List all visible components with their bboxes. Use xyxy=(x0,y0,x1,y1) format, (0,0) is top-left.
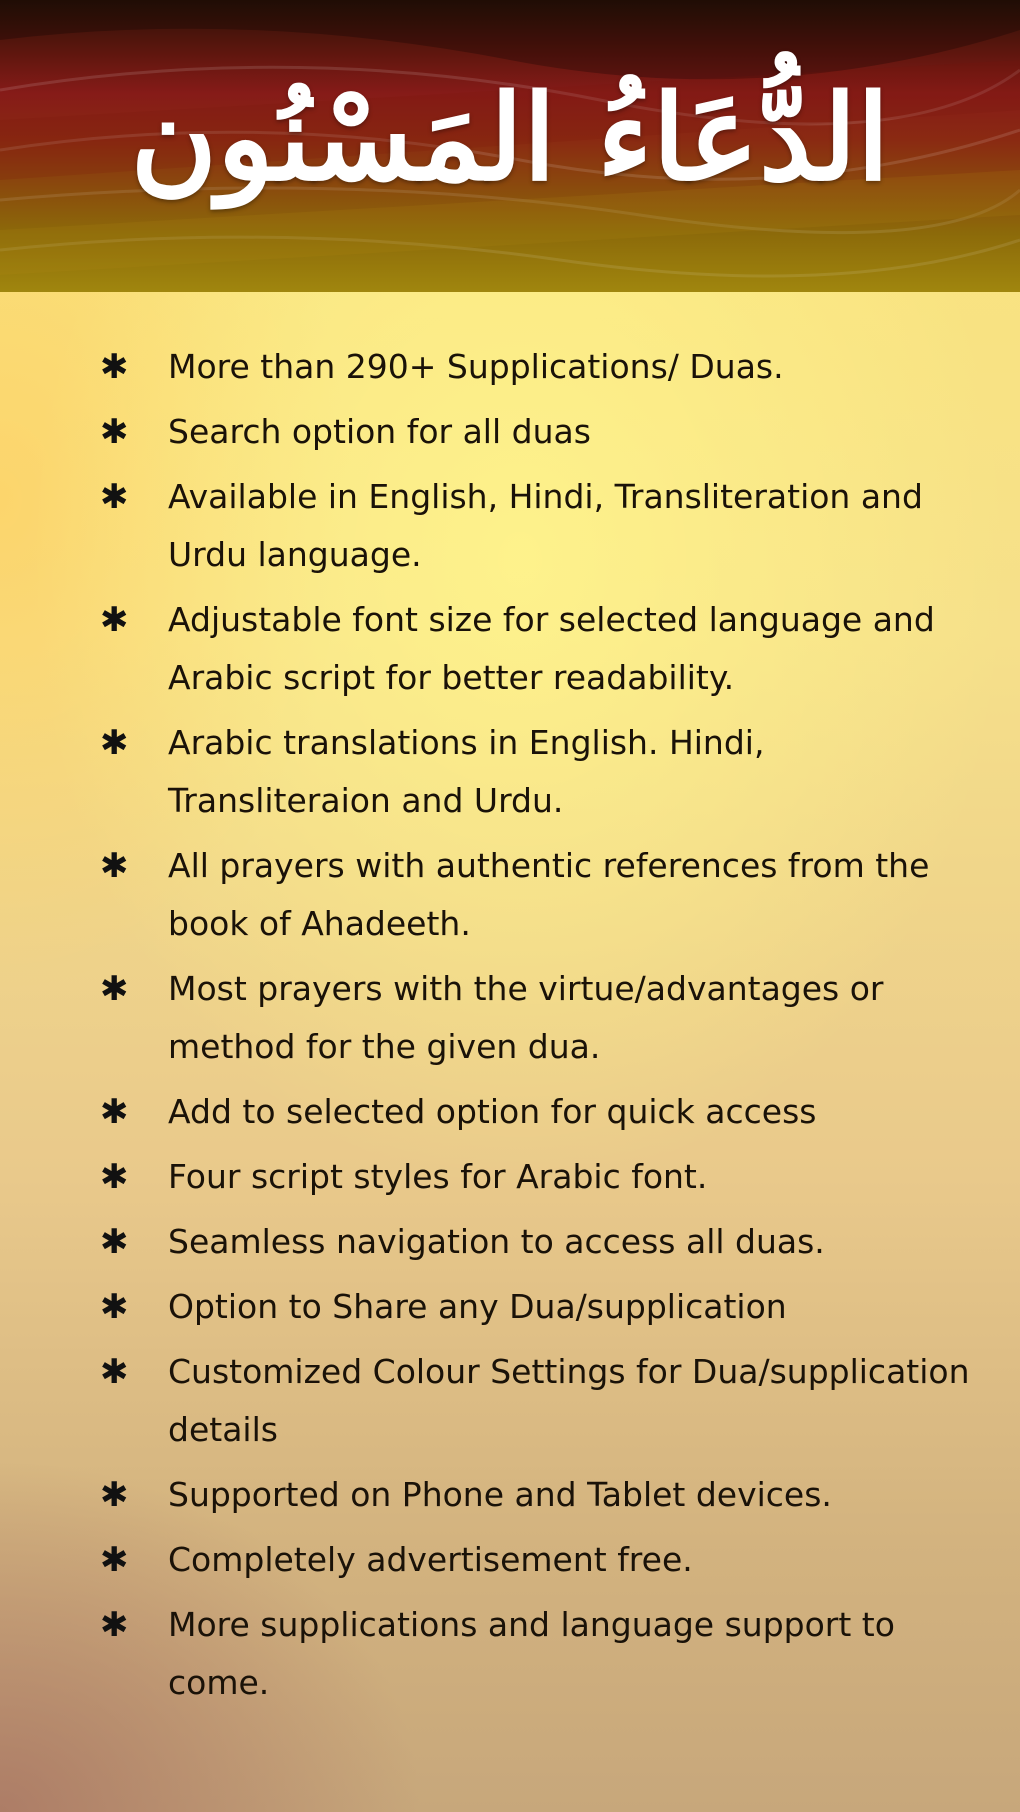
feature-item xyxy=(100,1466,980,1524)
asterisk-icon: ✱ xyxy=(100,1287,129,1327)
asterisk-icon: ✱ xyxy=(100,846,129,886)
feature-item xyxy=(100,468,980,584)
asterisk-icon: ✱ xyxy=(100,1157,129,1197)
asterisk-icon: ✱ xyxy=(100,412,129,452)
feature-item xyxy=(100,714,980,830)
feature-text: Search option for all duas xyxy=(168,412,591,451)
feature-item xyxy=(100,1343,980,1459)
feature-item xyxy=(100,1531,980,1589)
feature-text: All prayers with authentic references from the book of Ahadeeth. xyxy=(168,846,930,943)
asterisk-icon: ✱ xyxy=(100,969,129,1009)
feature-text: Add to selected option for quick access xyxy=(168,1092,817,1131)
feature-item xyxy=(100,960,980,1076)
feature-list xyxy=(100,338,980,1719)
feature-text: Customized Colour Settings for Dua/supplication details xyxy=(168,1352,970,1449)
asterisk-icon: ✱ xyxy=(100,1092,129,1132)
asterisk-icon: ✱ xyxy=(100,1605,129,1645)
feature-text: Option to Share any Dua/supplication xyxy=(168,1287,787,1326)
feature-item xyxy=(100,1278,980,1336)
feature-text: Supported on Phone and Tablet devices. xyxy=(168,1475,832,1514)
asterisk-icon: ✱ xyxy=(100,347,129,387)
asterisk-icon: ✱ xyxy=(100,723,129,763)
asterisk-icon: ✱ xyxy=(100,477,129,517)
feature-text: Available in English, Hindi, Transliteration and Urdu language. xyxy=(168,477,923,574)
app-title-arabic: الدُّعَاءُ المَسْنُون xyxy=(130,68,890,207)
feature-item xyxy=(100,403,980,461)
feature-text: Completely advertisement free. xyxy=(168,1540,693,1579)
feature-text: Four script styles for Arabic font. xyxy=(168,1157,708,1196)
feature-text: Most prayers with the virtue/advantages or method for the given dua. xyxy=(168,969,884,1066)
asterisk-icon: ✱ xyxy=(100,1540,129,1580)
feature-item xyxy=(100,1213,980,1271)
feature-item xyxy=(100,1596,980,1712)
feature-item xyxy=(100,338,980,396)
asterisk-icon: ✱ xyxy=(100,1222,129,1262)
feature-text: Arabic translations in English. Hindi, Transliteraion and Urdu. xyxy=(168,723,765,820)
header-banner xyxy=(0,0,1020,292)
feature-text: Adjustable font size for selected language and Arabic script for better readability. xyxy=(168,600,935,697)
asterisk-icon: ✱ xyxy=(100,600,129,640)
feature-text: Seamless navigation to access all duas. xyxy=(168,1222,825,1261)
feature-item xyxy=(100,1148,980,1206)
feature-item xyxy=(100,1083,980,1141)
asterisk-icon: ✱ xyxy=(100,1352,129,1392)
asterisk-icon: ✱ xyxy=(100,1475,129,1515)
feature-item xyxy=(100,837,980,953)
feature-text: More supplications and language support to come. xyxy=(168,1605,895,1702)
feature-item xyxy=(100,591,980,707)
feature-text: More than 290+ Supplications/ Duas. xyxy=(168,347,784,386)
